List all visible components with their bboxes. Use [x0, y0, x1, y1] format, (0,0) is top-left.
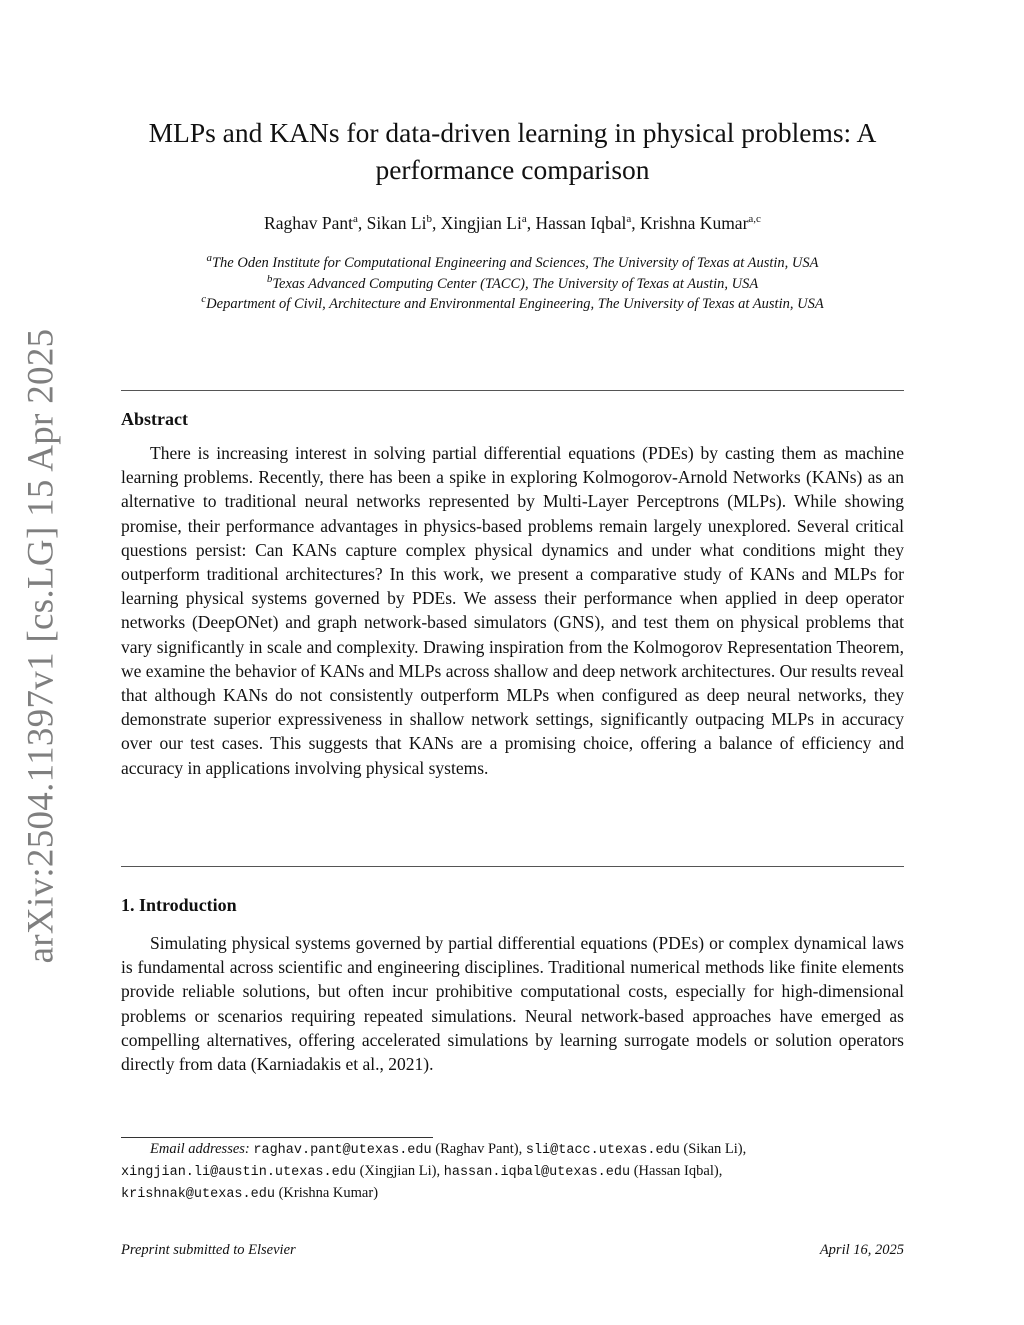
footer-date: April 16, 2025: [819, 1242, 904, 1258]
author: Raghav Pant$^a$,: [264, 213, 367, 233]
email-owner: (Krishna Kumar): [278, 1185, 379, 1201]
author: Xingjian Li$^a$,: [440, 213, 536, 233]
abstract-heading: Abstract: [121, 409, 188, 429]
affiliation-list: [101, 253, 924, 315]
affiliation: $^a$The Oden Institute for Computational Engineering and Sciences, The University of Texas at Austin, USA: [206, 252, 819, 271]
author: Krishna Kumar$^{a,c}$: [640, 213, 761, 233]
email-link[interactable]: hassan.iqbal@utexas.edu: [443, 1165, 631, 1180]
email-link[interactable]: xingjian.li@austin.utexas.edu: [121, 1165, 356, 1180]
abstract-body: There is increasing interest in solving partial differential equations (PDEs) by casting them as machine learning problems. Recently, there has been a spike in exploring Kolmogorov-Arnold Networks (KANs) as an alternative to traditional neural networks represented by Multi-Layer Perceptrons (MLPs). While showing promise, their performance advantages in physics-based problems remain largely unexplored. Several critical questions persist: Can KANs capture complex physical dynamics and under what conditions might they outperform traditional architectures? In this work, we present a comparative study of KANs and MLPs for learning physical systems governed by PDEs. We assess their performance when applied in deep operator networks (DeepONet) and graph network-based simulators (GNS), and test them on physical problems that vary significantly in scale and complexity. Drawing inspiration from the Kolmogorov Representation Theorem, we examine the behavior of KANs and MLPs across shallow and deep network architectures. Our results reveal that although KANs do not consistently outperform MLPs when configured as deep neural networks, they demonstrate superior expressiveness in shallow network settings, significantly outpacing MLPs in accuracy over our test cases. This suggests that KANs are a promising choice, offering a balance of efficiency and accuracy in applications involving physical systems.: [121, 443, 904, 778]
introduction-body: Simulating physical systems governed by partial differential equations (PDEs) or complex dynamical laws is fundamental across scientific and engineering disciplines. Traditional numerical methods like finite elements provide reliable solutions, but often incur prohibitive computational costs, especially for high-dimensional problems or scenarios requiring repeated simulations. Neural network-based approaches have emerged as compelling alternatives, offering accelerated simulations by learning surrogate models or solution operators directly from data (Karniadakis et al., 2021).: [121, 933, 904, 1075]
author: Sikan Li$^b$,: [366, 213, 441, 233]
email-owner: (Hassan Iqbal): [633, 1163, 719, 1179]
footnote-rule: [121, 1137, 433, 1138]
email-owner: (Xingjian Li): [359, 1163, 437, 1179]
author-list: [121, 212, 904, 234]
email-footnote: Email addresses: raghav.pant@utexas.edu (Raghav Pant), sli@tacc.utexas.edu (Sikan Li), xingjian.li@austin.utexas.edu (Xingjian Li), hassan.iqbal@utexas.edu (Hassan Iqbal), krishnak@utexas.edu (Krishna Kumar): [121, 1141, 747, 1202]
abstract-bottom-rule: [121, 866, 904, 867]
preprint-note: Preprint submitted to Elsevier: [121, 1242, 296, 1258]
email-owner: (Raghav Pant): [435, 1141, 519, 1157]
footnote-label: Email addresses:: [150, 1141, 250, 1157]
affiliation: $^c$Department of Civil, Architecture and Environmental Engineering, The University of Texas at Austin, USA: [201, 293, 824, 312]
email-link[interactable]: sli@tacc.utexas.edu: [525, 1143, 680, 1158]
arxiv-identifier-stamp: arXiv:2504.11397v1 [cs.LG] 15 Apr 2025: [20, 328, 62, 964]
abstract-top-rule: [121, 390, 904, 391]
paper-title: MLPs and KANs for data-driven learning in physical problems: A performance comparison: [148, 117, 877, 185]
email-owner: (Sikan Li): [683, 1141, 743, 1157]
email-link[interactable]: krishnak@utexas.edu: [121, 1187, 275, 1202]
introduction-heading: 1. Introduction: [121, 895, 237, 915]
affiliation: $^b$Texas Advanced Computing Center (TACC), The University of Texas at Austin, USA: [266, 272, 759, 292]
author: Hassan Iqbal$^a$,: [535, 213, 641, 233]
email-link[interactable]: raghav.pant@utexas.edu: [253, 1143, 432, 1158]
